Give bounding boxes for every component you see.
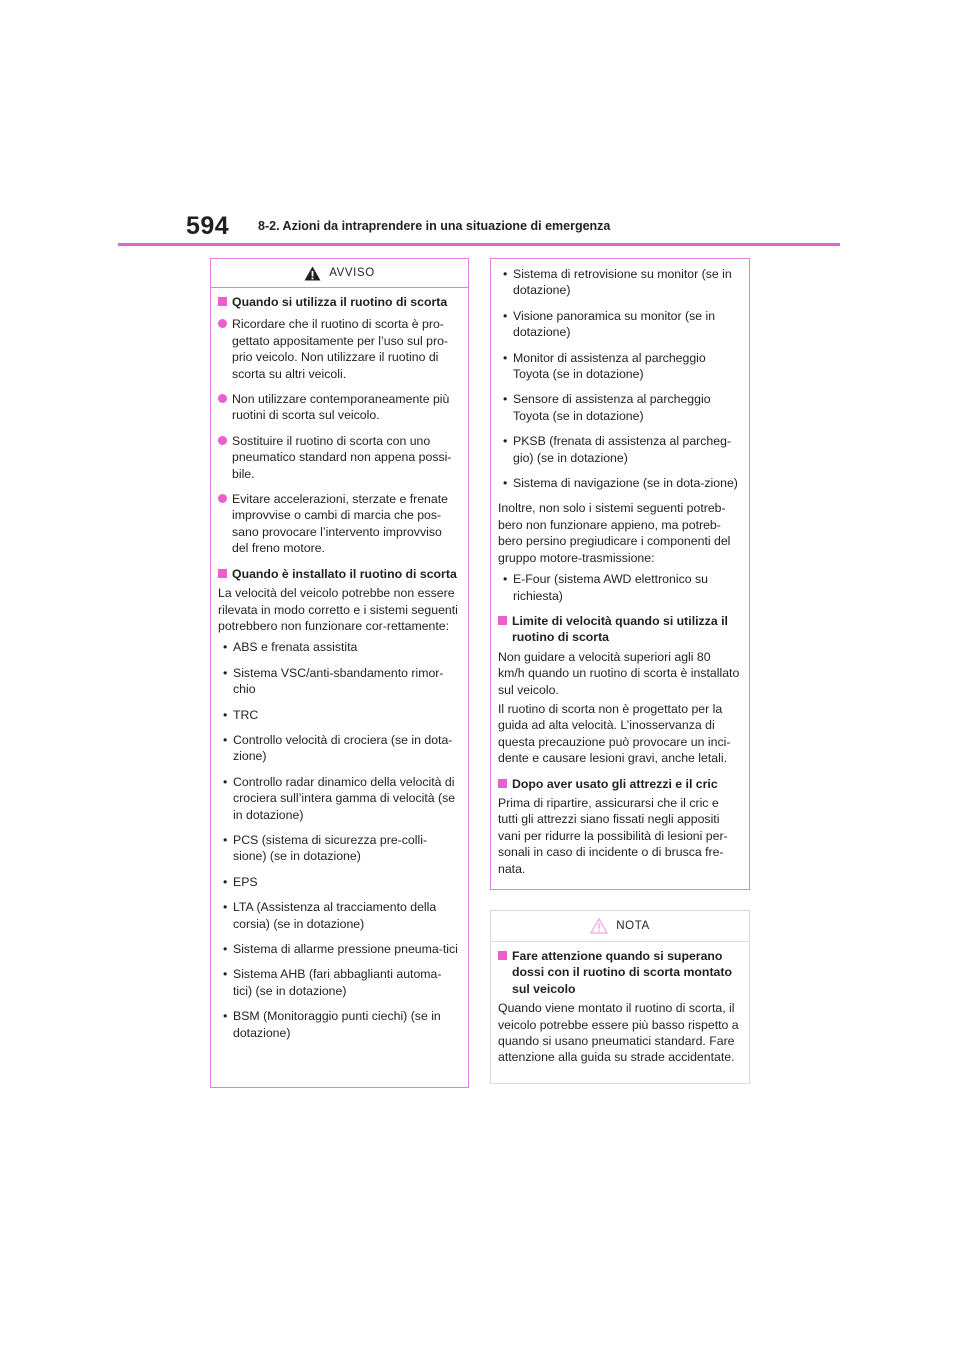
- list-item: • EPS: [218, 874, 459, 890]
- list-item: Evitare accelerazioni, sterzate e frenate improvvise o cambi di marcia che pos-sano provocare l’intervento improvviso del freno motore.: [218, 491, 459, 557]
- list-item: • Sistema di retrovisione su monitor (se in dotazione): [498, 266, 740, 299]
- note-box-header: [491, 911, 749, 942]
- list-item: • LTA (Assistenza al tracciamento della corsia) (se in dotazione): [218, 899, 459, 932]
- list-item: • BSM (Monitoraggio punti ciechi) (se in dotazione): [218, 1008, 459, 1041]
- list-item: • PCS (sistema di sicurezza pre-colli-sione) (se in dotazione): [218, 832, 459, 865]
- paragraph: Inoltre, non solo i sistemi seguenti potreb-bero non funzionare appieno, ma potreb-bero persino pregiudicare i componenti del gruppo motore-trasmissione:: [498, 501, 731, 565]
- heading: Dopo aver usato gli attrezzi e il cric: [498, 776, 740, 792]
- list-item: • Sistema di allarme pressione pneuma-tici: [218, 941, 459, 957]
- warning-box-continued: [490, 258, 750, 890]
- paragraph: La velocità del veicolo potrebbe non essere rilevata in modo corretto e i sistemi seguenti potrebbero non funzionare cor-rettamente:: [218, 586, 458, 633]
- list-item: • Monitor di assistenza al parcheggio Toyota (se in dotazione): [498, 350, 740, 383]
- list-item: • Sistema di navigazione (se in dota-zione): [498, 475, 740, 491]
- note-box: [490, 910, 750, 1084]
- list-item: • TRC: [218, 707, 459, 723]
- list-item: • Sistema AHB (fari abbaglianti automa-tici) (se in dotazione): [218, 966, 459, 999]
- caution-triangle-icon: [590, 918, 608, 934]
- paragraph: Non guidare a velocità superiori agli 80 km/h quando un ruotino di scorta è installato sul veicolo.: [498, 649, 740, 697]
- heading: Quando è installato il ruotino di scorta: [218, 566, 459, 582]
- warning-box-header: [211, 259, 468, 288]
- section-title: 8-2. Azioni da intraprendere in una situazione di emergenza: [258, 219, 611, 233]
- list-item: • ABS e frenata assistita: [218, 639, 459, 655]
- list-item: • Visione panoramica su monitor (se in dotazione): [498, 308, 740, 341]
- warning-triangle-icon: [304, 266, 321, 281]
- list-item: • Controllo velocità di crociera (se in dota-zione): [218, 732, 459, 765]
- list-item: • Sistema VSC/anti-sbandamento rimor-chio: [218, 665, 459, 698]
- list-item: Non utilizzare contemporaneamente più ruotini di scorta sul veicolo.: [218, 391, 459, 424]
- list-item: • PKSB (frenata di assistenza al parcheg-gio) (se in dotazione): [498, 433, 740, 466]
- page-number: 594: [186, 212, 230, 240]
- warning-box: [210, 258, 469, 1088]
- paragraph: Il ruotino di scorta non è progettato per la guida ad alta velocità. L’inosservanza di questa precauzione può provocare un inci-dente e causare lesioni gravi, anche letali.: [498, 701, 731, 766]
- list-item: Sostituire il ruotino di scorta con uno pneumatico standard non appena possi-bile.: [218, 433, 459, 482]
- heading: Limite di velocità quando si utilizza il ruotino di scorta: [498, 613, 740, 646]
- list-item: • Sensore di assistenza al parcheggio Toyota (se in dotazione): [498, 391, 740, 424]
- list-item: • E-Four (sistema AWD elettronico su richiesta): [498, 571, 740, 604]
- list-item: Ricordare che il ruotino di scorta è pro-gettato appositamente per l’uso sul pro-prio veicolo. Non utilizzare il ruotino di scorta su altri veicoli.: [218, 316, 459, 382]
- warning-box-label: AVVISO: [329, 266, 375, 279]
- header-divider: [118, 243, 840, 246]
- list-item: • Controllo radar dinamico della velocità di crociera sull’intera gamma di velocità (se in dotazione): [218, 774, 459, 823]
- heading: Fare attenzione quando si superano dossi con il ruotino di scorta montato sul veicolo: [498, 948, 740, 997]
- paragraph: Quando viene montato il ruotino di scorta, il veicolo potrebbe essere più basso rispetto a quando si usano pneumatici standard. Fare attenzione alla guida su strade accidentate.: [498, 1001, 739, 1065]
- heading: Quando si utilizza il ruotino di scorta: [218, 294, 459, 310]
- note-box-label: NOTA: [616, 919, 650, 932]
- paragraph: Prima di ripartire, assicurarsi che il cric e tutti gli attrezzi siano fissati negli appositi vani per ridurre la possibilità di lesioni per-sonali in caso di incidente o di brusca fre-nata.: [498, 795, 728, 876]
